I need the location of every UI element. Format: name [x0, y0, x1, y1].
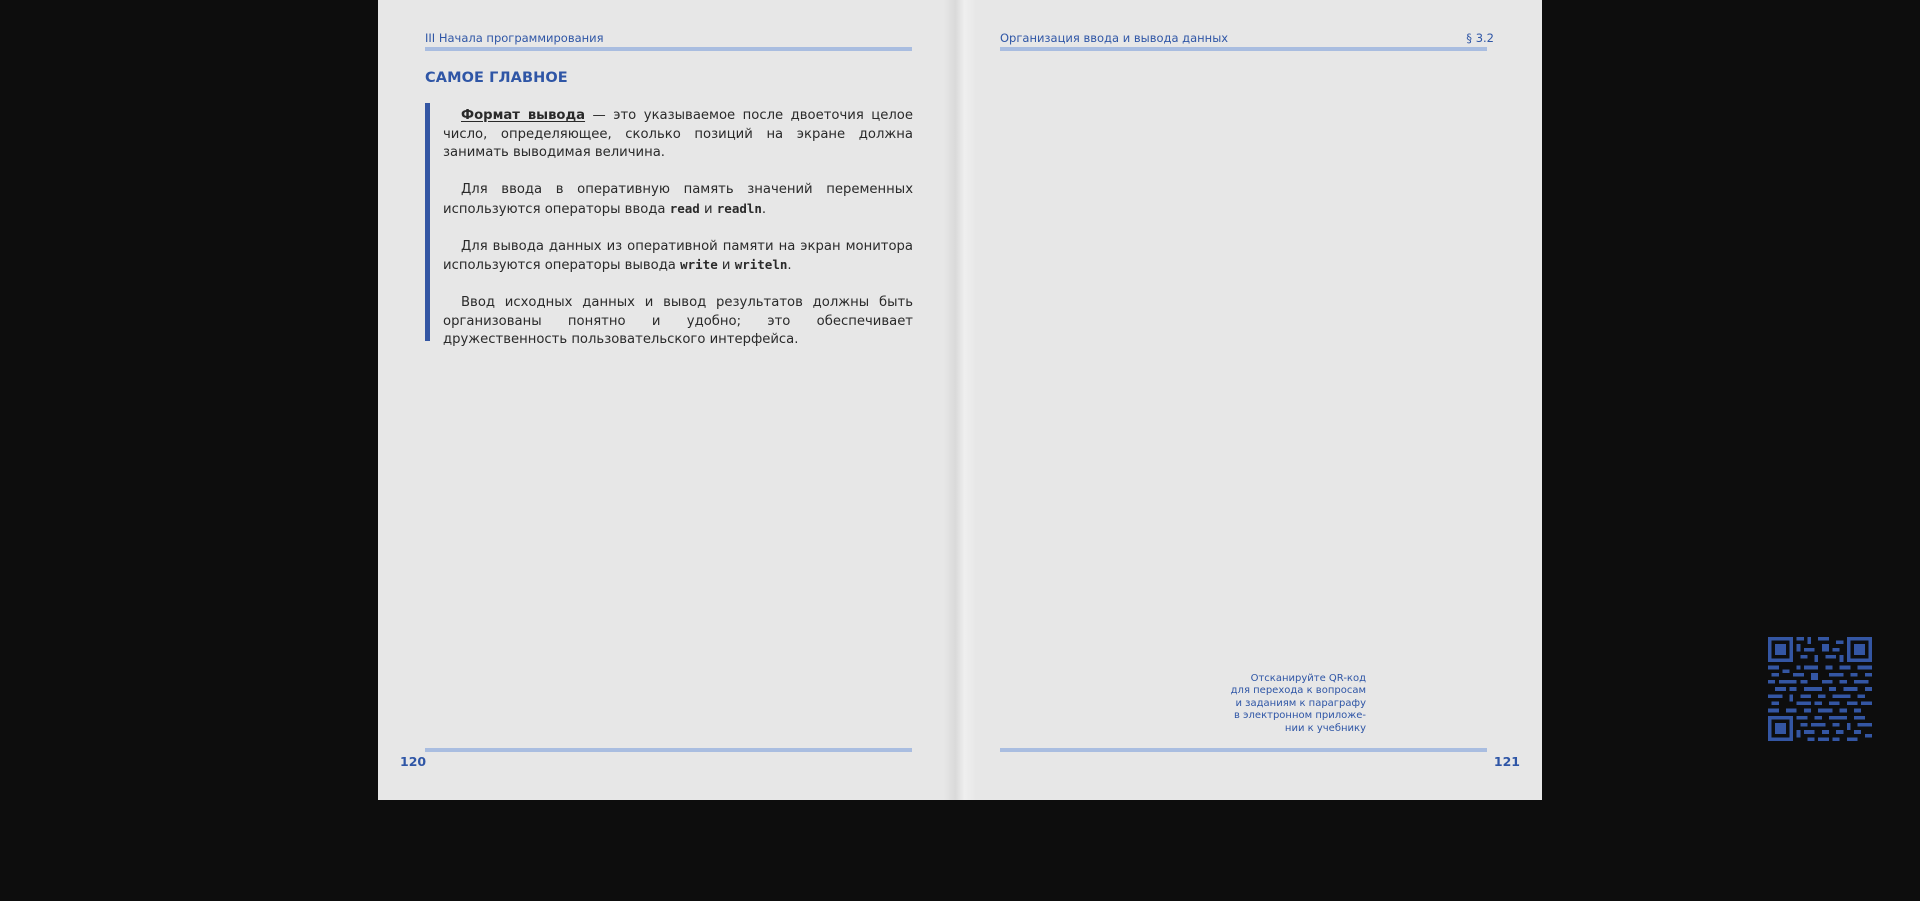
qr-caption-line: в электронном приложе-: [1233, 710, 1366, 722]
paragraph-text: и: [717, 258, 735, 273]
summary-paragraph-3: [443, 238, 913, 276]
book-spread: [378, 0, 1542, 800]
paragraph-text: — это указываемое после двоеточия целое число, определяющее, сколько позиций на экране должна занимать выводимая величина.: [443, 108, 913, 160]
code-readln: readln: [716, 200, 762, 216]
summary-paragraph-4: [443, 294, 913, 350]
qr-caption-line: для перехода к вопросам: [1230, 685, 1366, 697]
paragraph-text: Для ввода в оперативную память значений переменных используются операторы ввода: [443, 182, 913, 217]
code-read: read: [669, 200, 700, 216]
paragraph-text: .: [787, 258, 792, 273]
code-write: write: [680, 257, 718, 272]
qr-caption-line: нии к учебнику: [1284, 722, 1366, 734]
footer-rule: [425, 748, 912, 752]
paragraph-text: .: [761, 201, 767, 217]
paragraph-text: Для вывода данных из оперативной памяти на экран монитора используются операторы вывода: [443, 238, 913, 273]
summary-paragraph-2: [443, 181, 913, 219]
summary-accent-bar: [425, 103, 430, 341]
summary-box: [425, 103, 913, 347]
page-number-left: 120: [400, 754, 427, 769]
term-output-format: Формат вывода: [461, 108, 586, 123]
summary-body: [443, 107, 913, 368]
section-number: § 3.2: [1466, 31, 1494, 45]
qr-code-icon[interactable]: [1768, 636, 1872, 742]
paragraph-text: Ввод исходных данных и вывод результатов должны быть организованы понятно и удобно; это обеспечивает дружественность пользовательского интерфейса.: [443, 295, 913, 347]
code-writeln: writeln: [734, 257, 788, 272]
header-rule: [425, 47, 912, 51]
section-title: САМОЕ ГЛАВНОЕ: [425, 70, 568, 86]
running-head-title: Организация ввода и вывода данных: [1000, 31, 1229, 45]
page-number-right: 121: [1493, 754, 1520, 769]
qr-caption-line: и заданиям к параграфу: [1235, 697, 1366, 709]
left-page: [378, 0, 960, 800]
header-rule: [1000, 47, 1487, 51]
right-page: [960, 0, 1542, 800]
running-head-chapter: III Начала программирования: [425, 31, 604, 45]
qr-caption: [1216, 673, 1366, 735]
footer-rule: [1000, 748, 1487, 752]
summary-paragraph-1: [443, 107, 913, 163]
qr-caption-line: Отсканируйте QR-код: [1250, 673, 1366, 684]
paragraph-text: и: [699, 201, 717, 217]
